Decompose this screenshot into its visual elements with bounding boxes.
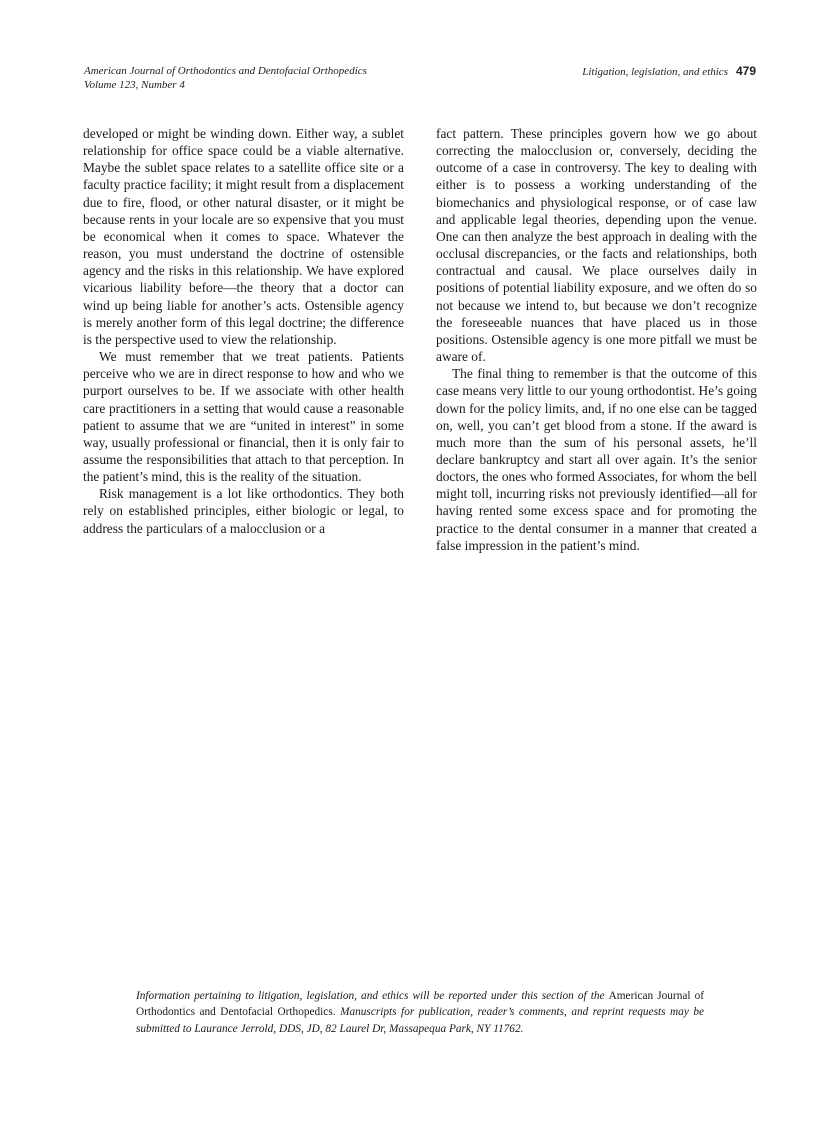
left-column — [83, 125, 404, 537]
paragraph: developed or might be winding down. Either way, a sublet relationship for office space could be a viable alternative. Maybe the sublet space relates to a satellite office site or a faculty practice facility; it might result from a displacement due to fire, flood, or other natural disaster, or it might be because rents in your locale are so expensive that you must be economical when it comes to space. Whatever the reason, you must understand the doctrine of ostensible agency and the risks in this relationship. We have explored vicarious liability before—the theory that a doctor can wind up being liable for another’s acts. Ostensible agency is merely another form of this legal doctrine; the difference is the perspective used to view the relationship. — [83, 126, 404, 347]
footnote-journal-name: American Journal of Orthodontics and Dentofacial Orthopedics. — [136, 990, 704, 1019]
page-number: 479 — [735, 64, 756, 78]
running-header-right — [582, 64, 756, 79]
section-title: Litigation, legislation, and ethics — [582, 66, 728, 78]
running-header-left — [84, 64, 367, 92]
journal-title: American Journal of Orthodontics and Dentofacial Orthopedics — [84, 65, 367, 77]
right-column — [436, 125, 757, 554]
volume-issue: Volume 123, Number 4 — [84, 79, 185, 91]
paragraph: Risk management is a lot like orthodontics. They both rely on established principles, either biologic or legal, to address the particulars of a malocclusion or a — [83, 486, 404, 536]
footnote-submission-info: Manuscripts for publication, reader’s comments, and reprint requests may be submitted to Laurance Jerrold, DDS, JD, 82 Laurel Dr, Massapequa Park, NY 11762. — [136, 1006, 704, 1035]
paragraph: The final thing to remember is that the outcome of this case means very little to our young orthodontist. He’s going down for the policy limits, and, if no one else can be tagged on, well, you can’t get blood from a stone. If the award is much more than the sum of his personal assets, he’ll declare bankruptcy and start all over again. It’s the senior doctors, the ones who formed Associates, for whom the bell might toll, incurring risks not previously identified—all for having rented some excess space and for promoting the practice to the dental consumer in a manner that created a false impression in the patient’s mind. — [436, 366, 757, 553]
paragraph: We must remember that we treat patients. Patients perceive who we are in direct response to how and who we purport ourselves to be. If we associate with other health care practitioners in a setting that would cause a reasonable patient to assume that we are “united in interest” in some way, usually professional or financial, then it is only fair to assume the responsibilities that attach to that perception. In the patient’s mind, this is the reality of the situation. — [83, 349, 404, 485]
footnote-intro: Information pertaining to litigation, legislation, and ethics will be reported under this section of the — [136, 990, 609, 1002]
section-footnote — [136, 988, 704, 1037]
paragraph: fact pattern. These principles govern how we go about correcting the malocclusion or, conversely, deciding the outcome of a case in controversy. The key to dealing with either is to possess a working understanding of the biomechanics and physiological response, or of case law and applicable legal theories, depending upon the venue. One can then analyze the best approach in dealing with the occlusal discrepancies, or the facts and relationships, both contractual and causal. We place ourselves daily in positions of potential liability exposure, and we often do so not because we intend to, but because we don’t recognize the foreseeable nuances that have placed us in those positions. Ostensible agency is one more pitfall we must be aware of. — [436, 126, 757, 365]
